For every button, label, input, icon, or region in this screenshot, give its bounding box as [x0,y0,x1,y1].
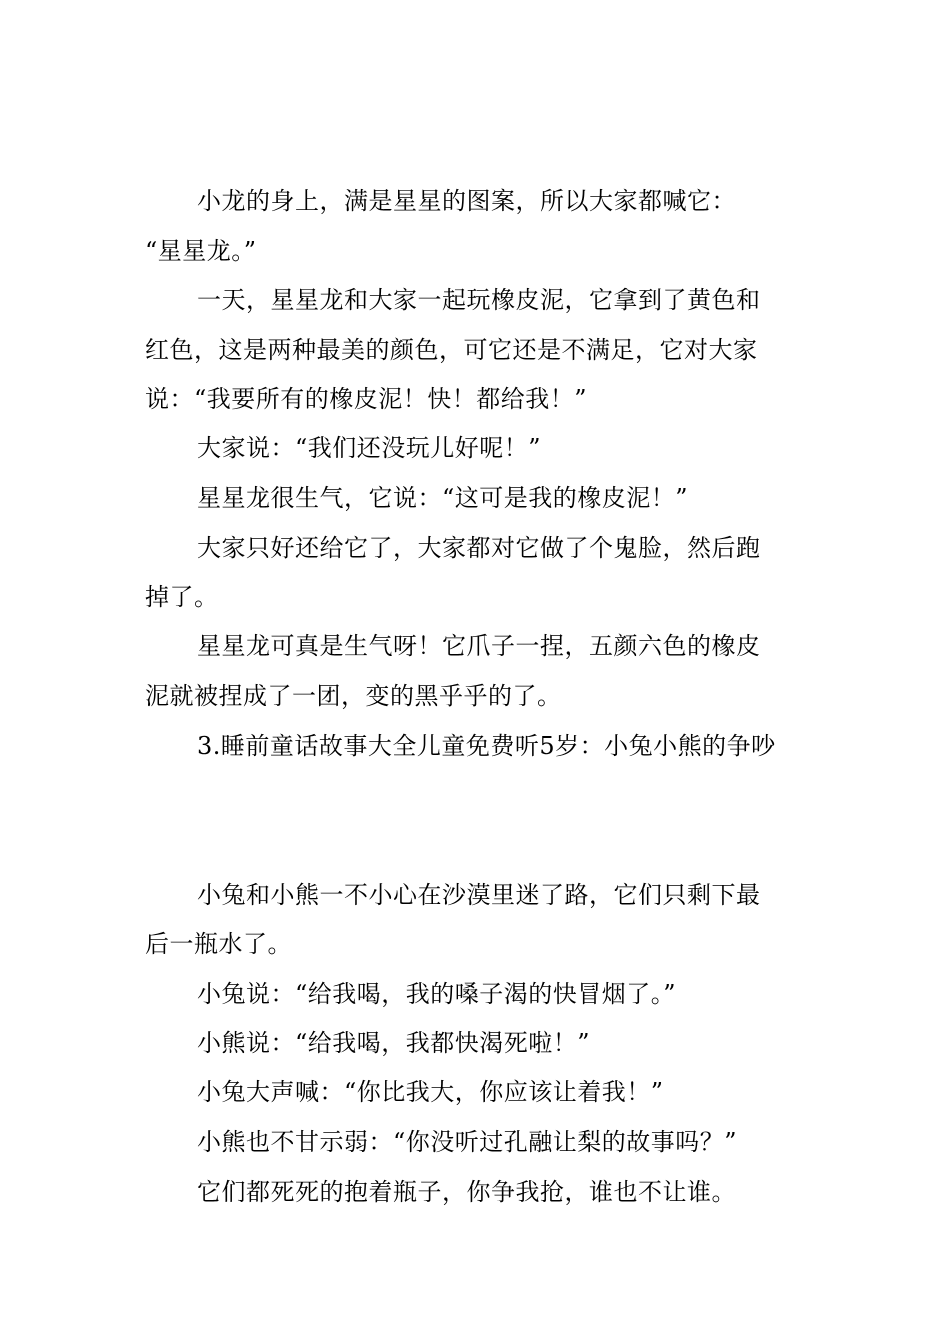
paragraph-line: “星星龙。” [145,237,257,265]
paragraph-line: 大家说：“我们还没玩儿好呢！” [197,434,542,462]
paragraph-line: 一天，星星龙和大家一起玩橡皮泥，它拿到了黄色和 [197,286,761,314]
paragraph-line: 星星龙可真是生气呀！它爪子一捏，五颜六色的橡皮 [197,632,761,660]
paragraph-line: 红色，这是两种最美的颜色，可它还是不满足，它对大家 [145,336,758,364]
paragraph-line: 大家只好还给它了，大家都对它做了个鬼脸，然后跑 [197,534,761,562]
paragraph-line: 小兔说：“给我喝，我的嗓子渴的快冒烟了。” [197,980,677,1008]
section-heading: 3.睡前童话故事大全儿童免费听5岁：小兔小熊的争吵 [197,732,776,760]
paragraph-line: 星星龙很生气，它说：“这可是我的橡皮泥！” [197,484,689,512]
paragraph-line: 泥就被捏成了一团，变的黑乎乎的了。 [145,682,562,710]
paragraph-line: 说：“我要所有的橡皮泥！快！都给我！” [145,385,588,413]
paragraph-line: 小兔大声喊：“你比我大，你应该让着我！” [197,1078,664,1106]
paragraph-line: 小熊说：“给我喝，我都快渴死啦！” [197,1029,591,1057]
paragraph-line: 小兔和小熊一不小心在沙漠里迷了路，它们只剩下最 [197,881,761,909]
paragraph-line: 小熊也不甘示弱：“你没听过孔融让梨的故事吗？” [197,1128,738,1156]
paragraph-line: 小龙的身上，满是星星的图案，所以大家都喊它： [197,187,736,215]
paragraph-line: 掉了。 [145,583,219,611]
paragraph-line: 后一瓶水了。 [145,930,292,958]
paragraph-line: 它们都死死的抱着瓶子，你争我抢，谁也不让谁。 [197,1178,736,1206]
